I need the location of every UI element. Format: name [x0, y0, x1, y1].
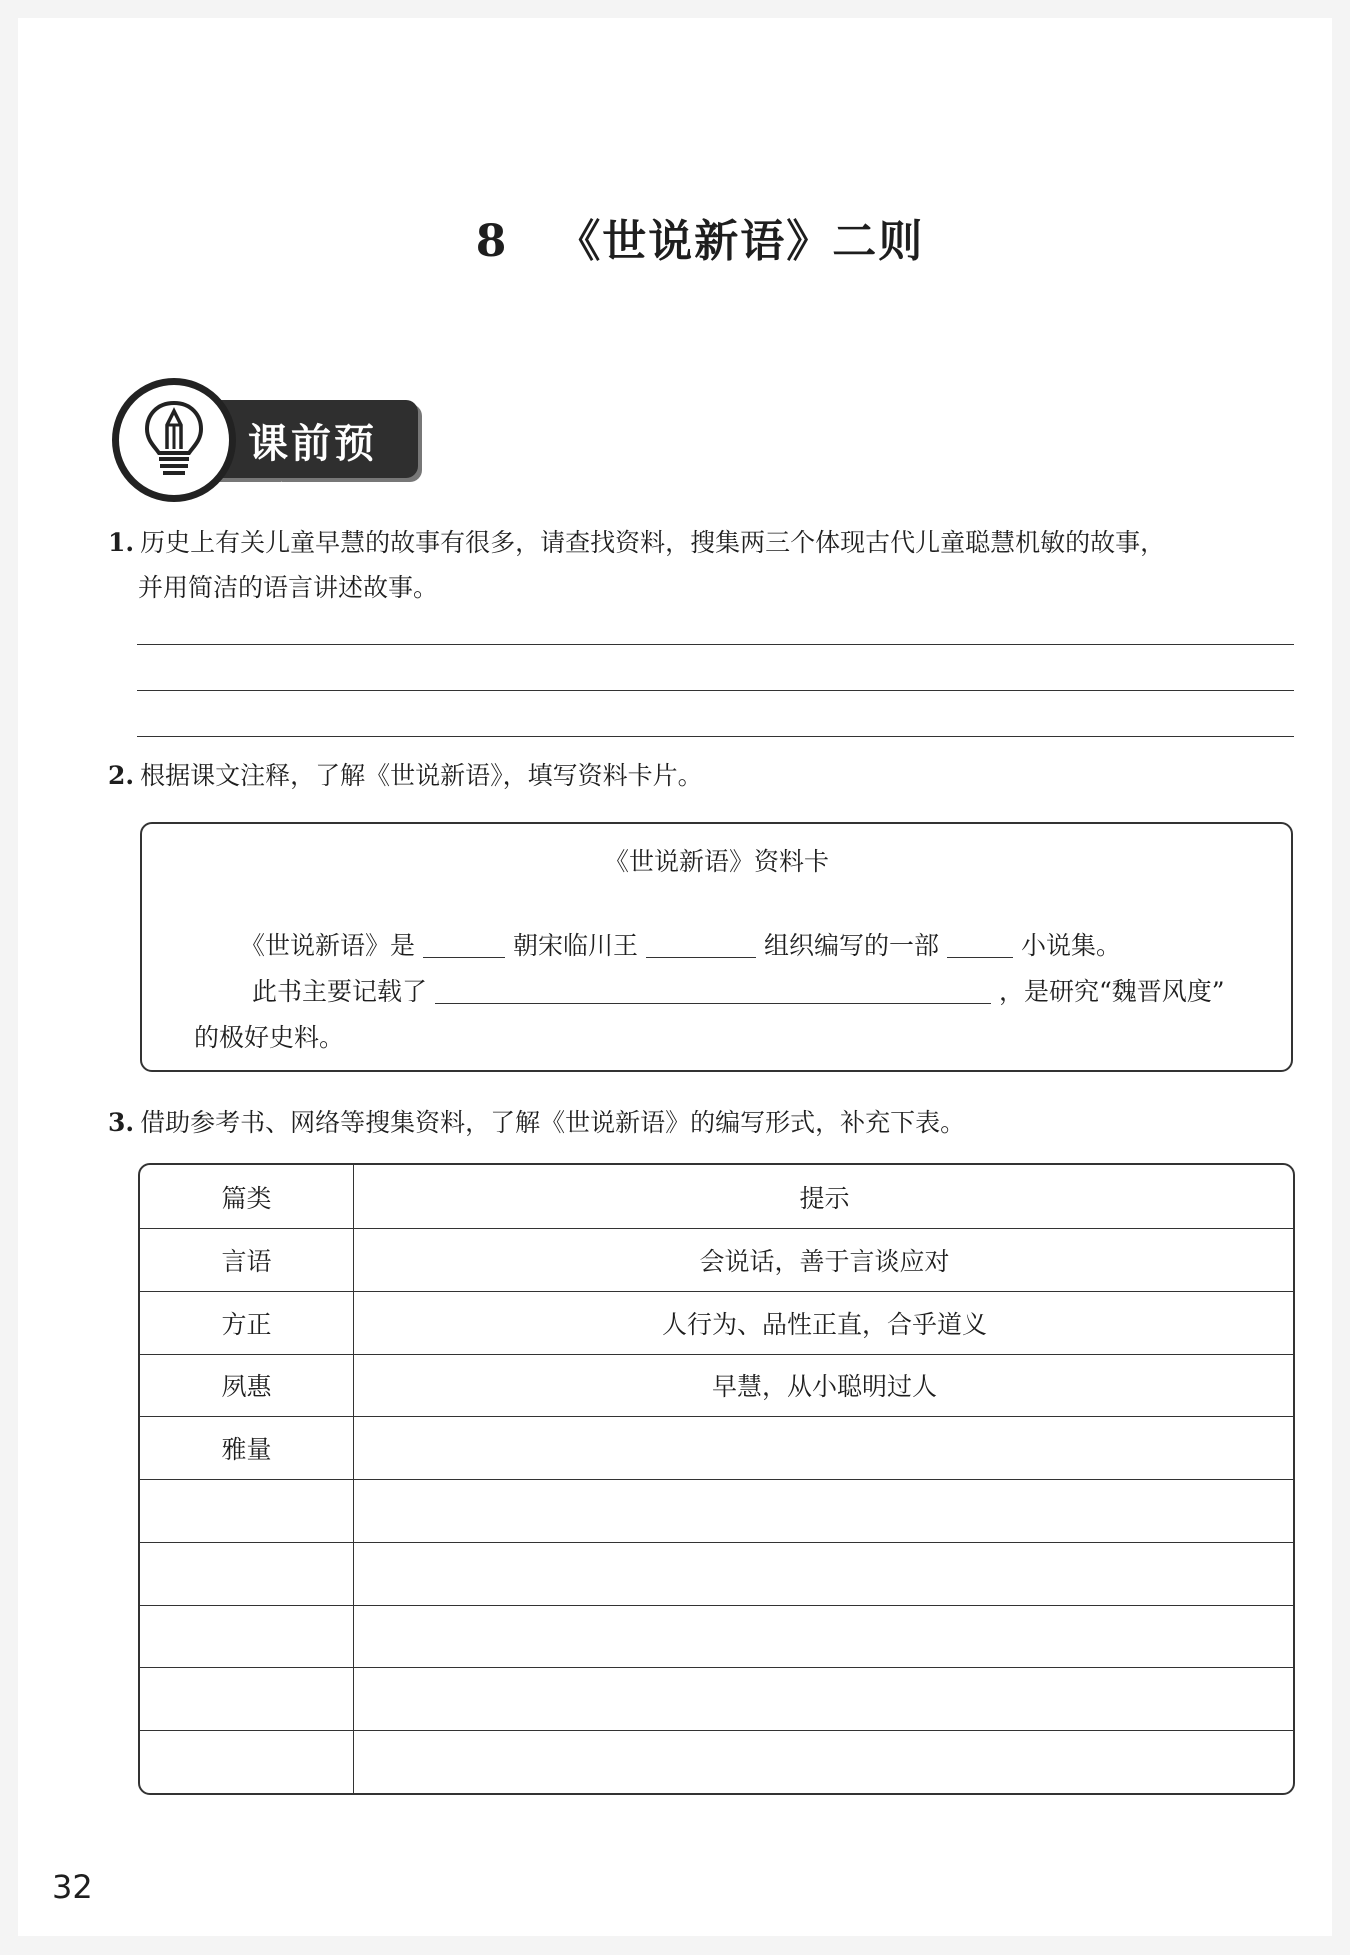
question-3-number: 3.	[108, 1108, 135, 1137]
author-blank[interactable]	[646, 933, 756, 958]
table-row-divider	[140, 1291, 1293, 1292]
info-card-text: 朝宋临川王	[513, 931, 639, 960]
question-2-text: 根据课文注释，了解《世说新语》，填写资料卡片。	[140, 761, 703, 790]
table-row-divider	[140, 1416, 1293, 1417]
info-card-text: 组织编写的一部	[764, 931, 940, 960]
category-table	[138, 1163, 1295, 1795]
table-cell-category: 言语	[221, 1247, 272, 1276]
question-2-number: 2.	[108, 761, 135, 790]
question-1-line2: 并用简洁的语言讲述故事。	[138, 573, 439, 602]
question-3	[108, 1100, 965, 1145]
table-header-category: 篇类	[221, 1184, 272, 1213]
lesson-title	[0, 205, 1350, 269]
section-icon-circle	[112, 378, 236, 502]
question-1-number: 1.	[108, 528, 135, 557]
info-card-title: 《世说新语》资料卡	[603, 847, 829, 876]
section-label: 课前预习	[248, 421, 377, 524]
answer-line-3[interactable]	[137, 736, 1294, 737]
table-row-divider	[140, 1605, 1293, 1606]
table-row-divider	[140, 1479, 1293, 1480]
question-1	[108, 520, 1298, 610]
table-cell-category: 夙惠	[221, 1372, 272, 1401]
content-blank[interactable]	[435, 979, 991, 1004]
info-card-text: 《世说新语》是	[240, 931, 416, 960]
table-row-divider	[140, 1667, 1293, 1668]
question-2	[108, 753, 703, 798]
table-header-hint: 提示	[799, 1184, 850, 1213]
page-number: 32	[52, 1868, 93, 1906]
table-cell-category: 雅量	[221, 1435, 272, 1464]
info-card-text: 此书主要记载了	[252, 977, 428, 1006]
info-card	[140, 822, 1293, 1072]
info-card-row-3: 的极好史料。	[194, 1023, 345, 1052]
question-3-text: 借助参考书、网络等搜集资料，了解《世说新语》的编写形式，补充下表。	[140, 1108, 966, 1137]
info-card-text: ，是研究“魏晋风度”	[999, 977, 1225, 1006]
info-card-row-1	[240, 926, 1121, 962]
answer-line-1[interactable]	[137, 644, 1294, 645]
section-badge	[112, 378, 422, 524]
table-cell-hint: 会说话，善于言谈应对	[699, 1247, 950, 1276]
table-row-divider	[140, 1542, 1293, 1543]
info-card-text: 小说集。	[1021, 931, 1122, 960]
genre-blank[interactable]	[947, 933, 1013, 958]
question-1-line1: 历史上有关儿童早慧的故事有很多，请查找资料，搜集两三个体现古代儿童聪慧机敏的故事，	[140, 528, 1166, 557]
table-row-divider	[140, 1354, 1293, 1355]
lesson-title-text: 《世说新语》二则	[556, 216, 925, 267]
lesson-number: 8	[475, 216, 509, 267]
lightbulb-pencil-icon	[141, 399, 207, 479]
answer-line-2[interactable]	[137, 690, 1294, 691]
table-cell-hint: 早慧，从小聪明过人	[711, 1372, 937, 1401]
dynasty-blank[interactable]	[423, 933, 505, 958]
info-card-row-2	[252, 972, 1225, 1008]
table-row-divider	[140, 1228, 1293, 1229]
table-cell-hint: 人行为、品性正直，合乎道义	[661, 1310, 987, 1339]
table-row-divider	[140, 1730, 1293, 1731]
table-cell-category: 方正	[221, 1310, 272, 1339]
